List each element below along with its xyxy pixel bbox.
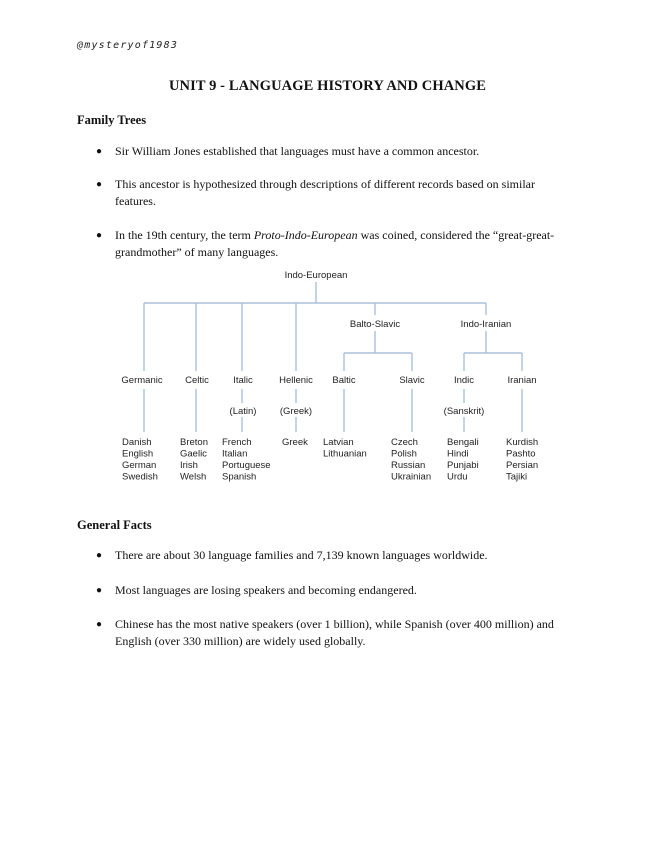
bullet-text: [115, 227, 577, 261]
tree-branch-label: Germanic: [121, 375, 163, 386]
tree-language-label: French: [222, 437, 252, 448]
tree-branch-label: Baltic: [332, 375, 356, 386]
tree-language-label: English: [122, 448, 154, 460]
tree-language-label: Polish: [391, 448, 417, 460]
bullet-text-emphasis: Proto-Indo-European: [253, 228, 358, 242]
tree-branch-label: Slavic: [399, 375, 425, 386]
tree-branch-label: Celtic: [185, 375, 209, 386]
tree-language-label: Swedish: [122, 471, 158, 483]
bullet-text: Sir William Jones established that languages must have a common ancestor.: [115, 144, 480, 158]
bullet-icon: ●: [96, 179, 103, 190]
tree-language-label: Welsh: [180, 471, 207, 483]
tree-language-label: Czech: [391, 437, 418, 448]
tree-language-label: Hindi: [447, 448, 469, 460]
tree-language-label: Ukrainian: [391, 471, 432, 483]
tree-language-label: Russian: [391, 460, 426, 471]
tree-branch-label: Hellenic: [279, 375, 313, 386]
tree-language-label: Gaelic: [180, 448, 207, 460]
tree-branch-label: Indic: [453, 375, 475, 386]
tree-language-label: Persian: [506, 460, 539, 471]
tree-language-label: Punjabi: [447, 460, 479, 471]
tree-language-label: Irish: [180, 460, 198, 471]
tree-language-label: Greek: [282, 437, 308, 448]
language-family-tree-diagram: [110, 265, 550, 500]
tree-language-label: Urdu: [447, 471, 468, 483]
bullet-text: Most languages are losing speakers and becoming endangered.: [115, 583, 417, 597]
bullet-icon: ●: [96, 230, 103, 241]
tree-subgroup-label: Balto-Slavic: [349, 319, 401, 330]
tree-language-label: Tajiki: [506, 471, 528, 483]
bullet-icon: ●: [96, 619, 103, 630]
section-heading-general-facts: General Facts: [77, 518, 152, 532]
tree-language-label: Kurdish: [506, 437, 539, 448]
bullet-text: This ancestor is hypothesized through descriptions of different records based on similar features.: [115, 177, 536, 208]
bullet-icon: ●: [96, 585, 103, 596]
bullet-text-before: In the 19th century, the term: [115, 228, 254, 242]
tree-language-label: Latvian: [323, 437, 354, 448]
author-handle: @mysteryof1983: [77, 40, 179, 51]
tree-language-label: German: [122, 460, 157, 471]
bullet-icon: ●: [96, 146, 103, 157]
bullet-text: There are about 30 language families and 7,139 known languages worldwide.: [115, 548, 488, 562]
section-heading-family-trees: Family Trees: [77, 113, 147, 127]
tree-language-label: Portuguese: [222, 460, 271, 471]
bullet-text: Chinese has the most native speakers (over 1 billion), while Spanish (over 400 million) and English (over 330 million) are widely used globally.: [115, 617, 554, 648]
tree-language-label: Bengali: [447, 437, 479, 448]
bullet-icon: ●: [96, 550, 103, 561]
tree-language-label: Pashto: [506, 448, 536, 460]
tree-language-label: Italian: [222, 448, 248, 460]
tree-language-label: Lithuanian: [323, 448, 367, 460]
tree-branch-label: Iranian: [507, 375, 537, 386]
page-title: UNIT 9 - LANGUAGE HISTORY AND CHANGE: [168, 78, 487, 94]
bullet-text-after: was coined, considered the “great-great-grandmother” of many languages.: [115, 228, 555, 259]
tree-root-label: Indo-European: [284, 270, 348, 281]
tree-branch-note: (Latin): [229, 406, 257, 417]
tree-subgroup-label: Indo-Iranian: [460, 319, 512, 330]
tree-language-label: Danish: [122, 437, 152, 448]
tree-language-label: Spanish: [222, 471, 257, 483]
tree-branch-note: (Greek): [279, 406, 313, 417]
tree-language-label: Breton: [180, 437, 208, 448]
tree-branch-note: (Sanskrit): [443, 406, 485, 417]
tree-branch-label: Italic: [233, 375, 253, 386]
